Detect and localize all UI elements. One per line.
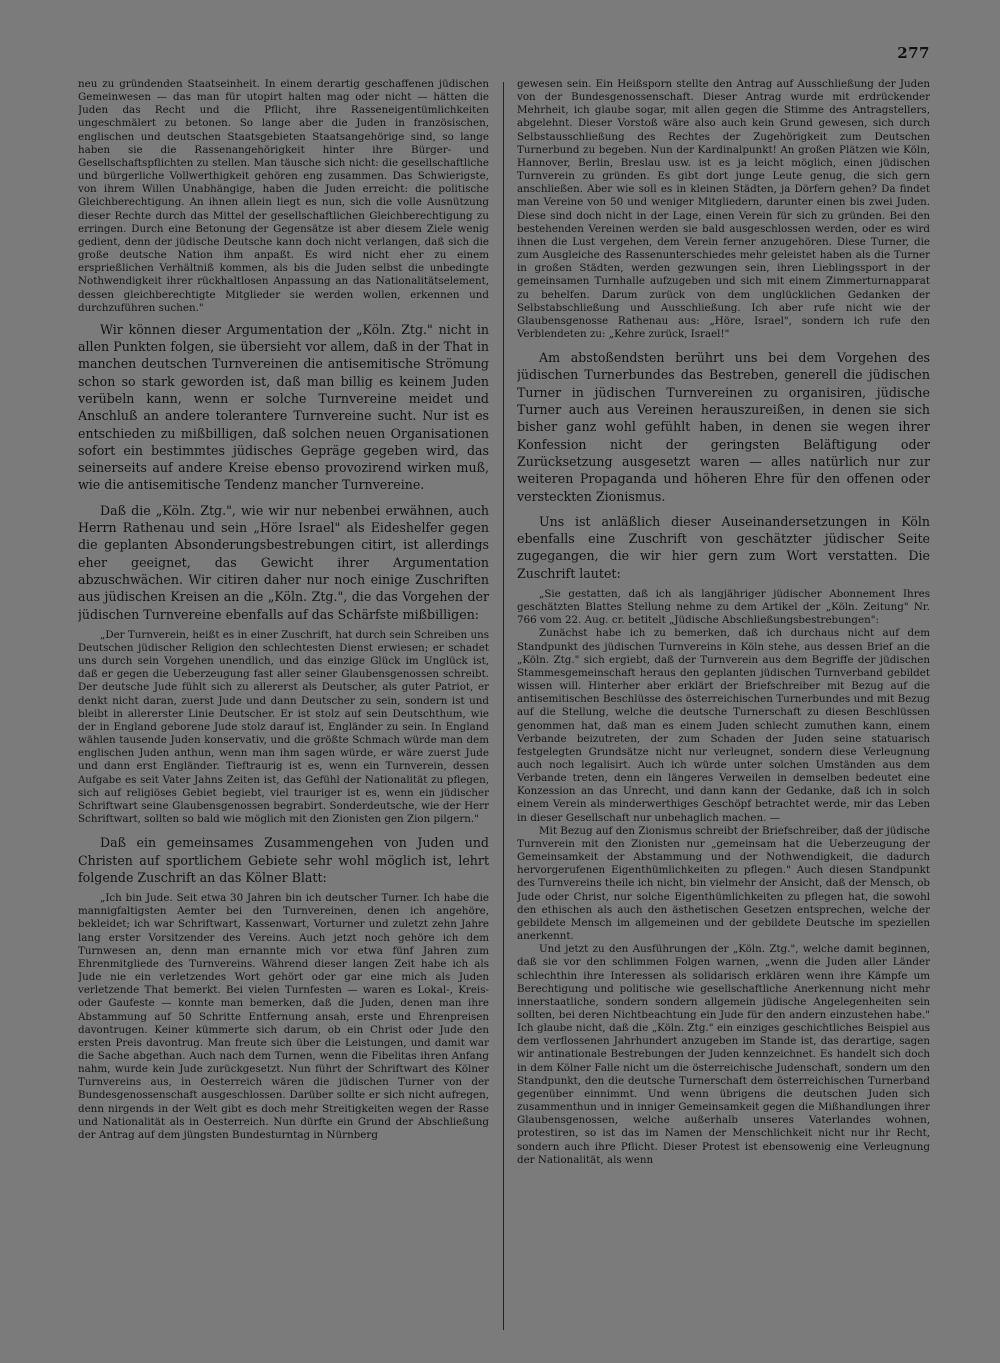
left-paragraph-2: Wir können dieser Argumentation der „Köln. Ztg." nicht in allen Punkten folgen, sie übersieht vor allem, daß in der That in manchen deutschen Turnvereinen die antisemitische Strömung schon so stark geworden ist, daß man billig es keinem Juden verübeln kann, wenn er solche Turnvereine meidet und Anschluß an andere tolerantere Turnvereine sucht. Nur ist es entschieden zu mißbilligen, daß solchen neuen Organisationen sofort ein bestimmtes jüdisches Gepräge gegeben wird, das seinerseits auf andere Kreise ebenso provozirend wirken muß, wie die antisemitische Tendenz mancher Turnvereine. bbox=[78, 321, 489, 493]
right-paragraph-1: gewesen sein. Ein Heißsporn stellte den Antrag auf Ausschließung der Juden von der Bundesgenossenschaft. Dieser Antrag wurde mit erdrückender Mehrheit, ich glaube sogar, mit allen gegen die Stimme des Antragstellers, abgelehnt. Dieser Vorstoß wäre also auch kein Grund gewesen, sich durch Selbstausschließung des Rechtes der Zugehörigkeit zum Deutschen Turnerbund zu begeben. Nun der Kardinalpunkt! An großen Plätzen wie Köln, Hannover, Berlin, Breslau usw. ist es ja leicht möglich, einen jüdischen Turnverein zu gründen. Es gibt dort junge Leute genug, die sich gern anschließen. Aber wie soll es in kleinen Städten, ja Dörfern gehen? Da findet man Vereine von 50 und weniger Mitgliedern, darunter einen bis zwei Juden. Diese sind doch nicht in der Lage, einen Verein für sich zu gründen. Bei den bestehenden Vereinen werden sie bald ausgeschlossen werden, oder es wird ihnen die Lust vergehen, dem Verein ferner anzugehören. Diese Turner, die zum Ausgleiche des Rassenunterschiedes mehr geleistet haben als die Turner in großen Städten, werden gezwungen sein, ihren Lieblingssport in der gemeinsamen Turnhalle aufzugeben und sich mit einem Zimmerturnapparat zu behelfen. Darum zurück von dem unglücklichen Gedanken der Selbstabschließung und Ausschließung. Ich aber rufe nicht wie der Glaubensgenosse Rathenau aus: „Höre, Israel", sondern ich rufe den Verblendeten zu: „Kehre zurück, Israel!" bbox=[517, 78, 930, 340]
right-paragraph-2: Am abstoßendsten berührt uns bei dem Vorgehen des jüdischen Turnerbundes das Bestreben, generell die jüdischen Turner in jüdischen Turnvereinen zu organisiren, jüdische Turner auch aus Vereinen herauszureißen, in denen sie sich bisher ganz wohl gefühlt haben, in denen sie wegen ihrer Konfession nicht der geringsten Beläftigung oder Zurücksetzung ausgesetzt waren — alles natürlich nur zur weiteren Propaganda und höheren Ehre für den offenen oder versteckten Zionismus. bbox=[517, 350, 930, 504]
left-paragraph-4: „Der Turnverein, heißt es in einer Zuschrift, hat durch sein Schreiben uns Deutschen jüdischer Religion den schlechtesten Dienst erwiesen; er schadet uns durch sein Vorgehen unendlich, und das einzige Glück im Unglück ist, daß er gegen die Ueberzeugung fast aller seiner Glaubensgenossen schreibt. Der deutsche Jude fühlt sich zu allererst als Deutscher, als guter Patriot, er denkt nicht daran, zuerst Jude und dann Deutscher zu sein, sondern ist und bleibt in allererster Linie Deutscher. Er ist stolz auf sein Deutschthum, wie der in England geborene Jude stolz darauf ist, Engländer zu sein. In England wählen tausende Juden konservativ, und die größte Schmach würde man dem englischen Juden anthun, wenn man ihm sagen würde, er wäre zuerst Jude und dann erst Engländer. Tieftraurig ist es, wenn ein Turnverein, dessen Aufgabe es seit Vater Jahns Zeiten ist, das Gefühl der Nationalität zu pflegen, sich auf religiöses Gebiet begiebt, viel trauriger ist es, wenn ein jüdischer Schriftwart seine Glaubensgenossen begrabirt. Sonderdeutsche, wie der Herr Schriftwart, sollten so bald wie möglich mit den Zionisten gen Zion pilgern." bbox=[78, 628, 489, 826]
page-number: 277 bbox=[897, 44, 930, 62]
right-paragraph-5: Zunächst habe ich zu bemerken, daß ich durchaus nicht auf dem Standpunkt des jüdischen Turnvereins in Köln stehe, aus dessen Brief an die „Köln. Ztg." sich ergiebt, daß der Turnverein aus dem Begriffe der jüdischen Stammesgemeinschaft heraus den geplanten jüdischen Turnverband gebildet wissen will. Hinterher aber erklärt der Briefschreiber mit Bezug auf die antisemitischen Beschlüsse des österreichischen Turnerbundes und mit Bezug auf die Stellung, welche die deutsche Turnerschaft zu diesen Beschlüssen genommen hat, daß man es einem Juden schlecht zumuthen kann, einem Verbande beizutreten, der zum Schaden der Juden seine statuarisch festgelegten Grundsätze nicht nur verleugnet, sondern diese Verleugnung auch noch legalisirt. Auch ich würde unter solchen Umständen aus dem Verbande treten, denn ein längeres Verweilen in demselben bedeutet eine Konzession an das Unrecht, und dann kann der Gedanke, daß ich in solch einem Verein als minderwerthiges Geschöpf betrachtet werde, mir das Leben in dieser Gesellschaft nur unbehaglich machen. — bbox=[517, 627, 930, 824]
right-paragraph-7: Und jetzt zu den Ausführungen der „Köln. Ztg.", welche damit beginnen, daß sie vor den schlimmen Folgen warnen, „wenn die Juden aller Länder schlechthin ihre Interessen als solidarisch erklären wenn ihre Kämpfe um Berechtigung und politische wie gesellschaftliche Anerkennung nicht mehr innerstaatliche, sondern sondern allgemein jüdische Angelegenheiten sein sollten, bei deren Nichtbeachtung ein Jude für den andern einzustehen habe." Ich glaube nicht, daß die „Köln. Ztg." ein einziges geschichtliches Beispiel aus dem verflossenen Jahrhundert anzugeben im Stande ist, das derartige, sagen wir antinationale Bestrebungen der Juden kennzeichnet. Es handelt sich doch in dem Kölner Falle nicht um die österreichische Judenschaft, sondern um den Standpunkt, den die deutsche Turnerschaft dem österreichischen Turnerband gegenüber einnimmt. Und wenn übrigens die deutschen Juden sich zusammenthun und in inniger Gemeinsamkeit gegen die Mißhandlungen ihrer Glaubensgenossen, welche außerhalb unseres Vaterlandes wohnen, protestiren, so ist das im Namen der Menschlichkeit nicht nur ihr Recht, sondern auch ihre Pflicht. Dieser Protest ist ebensowenig eine Verleugnung der Nationalität, als wenn bbox=[517, 943, 930, 1166]
left-paragraph-5: Daß ein gemeinsames Zusammengehen von Juden und Christen auf sportlichem Gebiete sehr wohl möglich ist, lehrt folgende Zuschrift an das Kölner Blatt: bbox=[78, 835, 489, 885]
right-paragraph-4: „Sie gestatten, daß ich als langjähriger jüdischer Abonnement Ihres geschätzten Blattes Stellung nehme zu dem Artikel der „Köln. Zeitung" Nr. 766 vom 22. Aug. cr. betitelt „Jüdische Abschließungsbestrebungen": bbox=[517, 587, 930, 627]
right-paragraph-3: Uns ist anläßlich dieser Auseinandersetzungen in Köln ebenfalls eine Zuschrift von geschätzter jüdischer Seite zugegangen, die wir hier gern zum Wort verstatten. Die Zuschrift lautet: bbox=[517, 513, 930, 581]
column-divider bbox=[503, 82, 504, 1330]
left-column bbox=[78, 78, 489, 1333]
left-paragraph-1: neu zu gründenden Staatseinheit. In einem derartig geschaffenen jüdischen Gemeinwesen — das man für utopirt halten mag oder nicht — hätten die Juden das Recht und die Pflicht, ihre Rasseneigentümlichkeiten ungeschmälert zu betonen. So lange aber die Juden in französischen, englischen und deutschen Staatsgebieten Staatsangehörige sind, so lange haben sie die Rassenangehörigkeit hinter ihre Bürger- und Gesellschaftspflichten zu stellen. Man täusche sich nicht: die gesellschaftliche und bürgerliche Vollwerthigkeit gehören eng zusammen. Das Schwierigste, von ihrem Willen Unabhängige, haben die Juden erreicht: die politische Gleichberechtigung. An ihnen allein liegt es nun, sich die volle Ausnützung dieser Rechte durch das Mittel der gesellschaftlichen Gleichberechtigung zu erringen. Durch eine Betonung der Gegensätze ist aber diesem Ziele wenig gedient, denn der jüdische Deutsche kann doch nicht verlangen, daß sich die große deutsche Nation ihm anpaßt. Es wird nicht eher zu einem ersprießlichen Verhältniß kommen, als bis die Juden selbst die unbedingte Nothwendigkeit ihrer rückhaltlosen Anpassung an das Nationalitätselement, dessen gleichberechtigte Mitglieder sie werden wollen, erkennen und durchzuführen suchen." bbox=[78, 78, 489, 314]
right-paragraph-6: Mit Bezug auf den Zionismus schreibt der Briefschreiber, daß der jüdische Turnverein mit den Zionisten nur „gemeinsam hat die Ueberzeugung der Gemeinsamkeit der Abstammung und der Nothwendigkeit, die dadurch hervorgerufenen Eigenthümlichkeiten zu pflegen." Auch diesen Standpunkt des Turnvereins theile ich nicht, bin vielmehr der Ansicht, daß der Mensch, ob Jude oder Christ, nur solche Eigenthümlichkeiten zu pflegen hat, die sowohl den ethischen als auch den ästhetischen Gesetzen entsprechen, welche der gebildete Mensch im allgemeinen und der gebildete Deutsche im speziellen anerkennt. bbox=[517, 824, 930, 943]
right-column bbox=[517, 78, 930, 1333]
left-paragraph-6: „Ich bin Jude. Seit etwa 30 Jahren bin ich deutscher Turner. Ich habe die mannigfaltigsten Aemter bei den Turnvereinen, denen ich angehöre, bekleidet; ich war Schriftwart, Kassenwart, Vorturner und zuletzt zehn Jahre lang erster Vorsitzender des Vereins. Auch jetzt noch gehöre ich dem Turnwesen an, denn man ernannte mich vor etwa fünf Jahren zum Ehrenmitgliede des Turnvereins. Während dieser langen Zeit habe ich als Jude nie ein verletzendes Wort gehört oder gar eine mich als Juden verletzende That bemerkt. Bei vielen Turnfesten — waren es Lokal-, Kreis- oder Gaufeste — konnte man bemerken, daß die Juden, denen man ihre Abstammung auf 50 Schritte Entfernung ansah, erste und Ehrenpreisen davontrugen. Keiner kümmerte sich darum, ob ein Christ oder Jude den ersten Preis davontrug. Man freute sich über die Leistungen, und damit war die Sache abgethan. Auch nach dem Turnen, wenn die Fibelitas ihren Anfang nahm, wurde kein Jude zurückgesetzt. Nun führt der Schriftwart des Kölner Turnvereins aus, in Oesterreich wären die jüdischen Turner von der Bundesgenossenschaft ausgeschlossen. Darüber sollte er sich nicht aufregen, denn nirgends in der Welt gibt es doch mehr Streitigkeiten wegen der Rasse und Nationalität als in Oesterreich. Nun dürfte ein Grund der Abschließung der Antrag auf dem jüngsten Bundesturntag in Nürnberg bbox=[78, 892, 489, 1141]
left-paragraph-3: Daß die „Köln. Ztg.", wie wir nur nebenbei erwähnen, auch Herrn Rathenau und sein „Höre Israel" als Eideshelfer gegen die geplanten Absonderungsbestrebungen citirt, ist allerdings eher geeignet, das Gewicht ihrer Argumentation abzuschwächen. Wir citiren daher nur noch einige Zuschriften aus jüdischen Kreisen an die „Köln. Ztg.", die das Vorgehen der jüdischen Turnvereine ebenfalls auf das Schärfste mißbilligen: bbox=[78, 502, 489, 622]
